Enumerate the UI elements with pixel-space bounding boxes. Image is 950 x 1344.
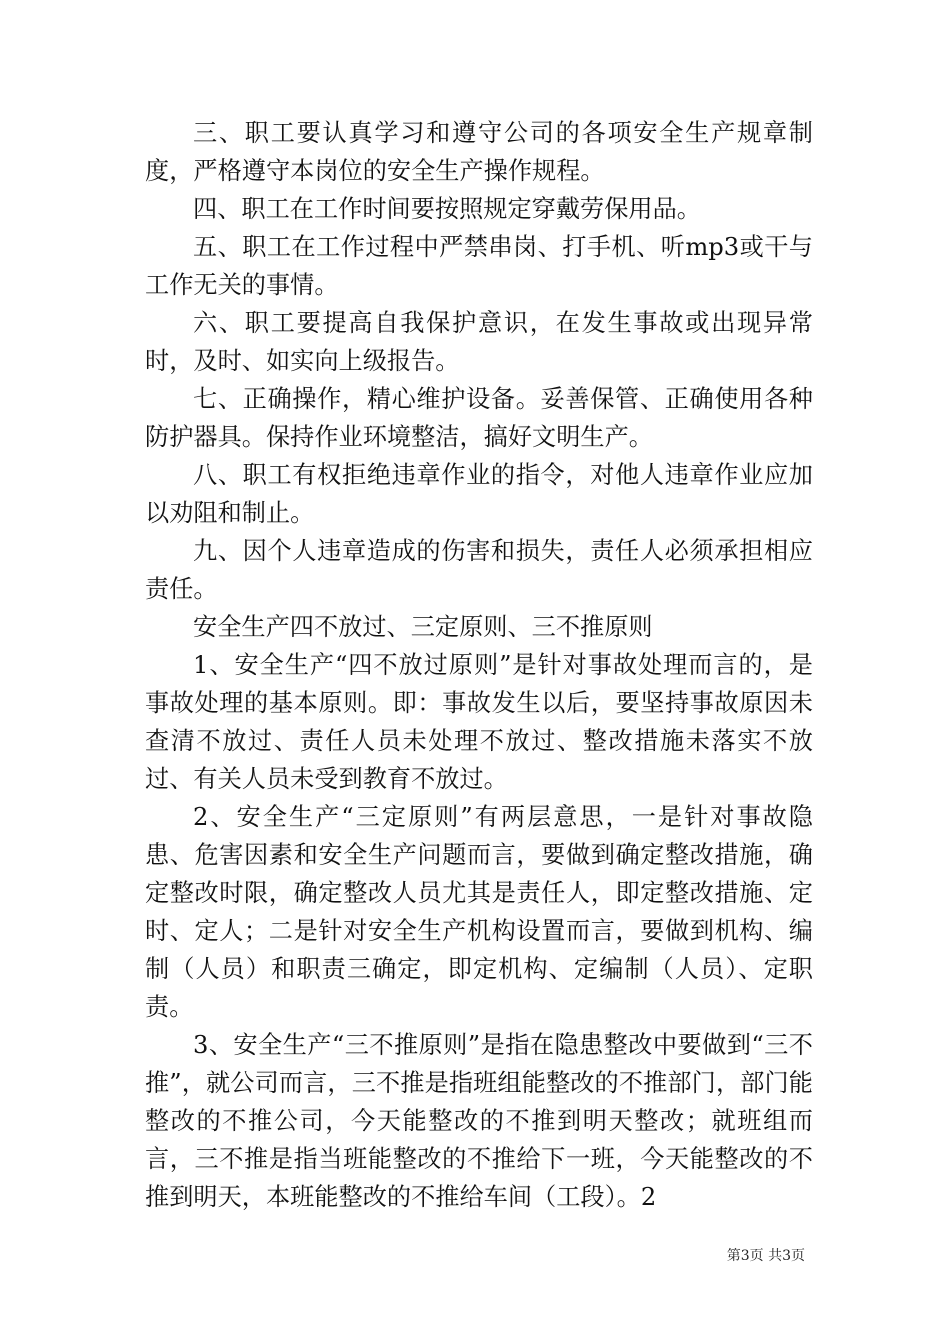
paragraph-principle-1: 1、安全生产“四不放过原则”是针对事故处理而言的，是事故处理的基本原则。即：事故发生以后，要坚持事故原因未查清不放过、责任人员未处理不放过、整改措施未落实不放过、有关人员未受到教育不放过。	[145, 651, 813, 793]
document-body	[145, 114, 813, 1216]
page-number-footer: 第3页 共3页	[726, 1248, 805, 1264]
paragraph-rule-7: 七、正确操作，精心维护设备。妥善保管、正确使用各种防护器具。保持作业环境整洁，搞好文明生产。	[145, 385, 813, 451]
paragraph-rule-9: 九、因个人违章造成的伤害和损失，责任人必须承担相应责任。	[145, 537, 813, 603]
paragraph-rule-6: 六、职工要提高自我保护意识，在发生事故或出现异常时，及时、如实向上级报告。	[145, 309, 813, 375]
paragraph-rule-4: 四、职工在工作时间要按照规定穿戴劳保用品。	[193, 195, 701, 223]
paragraph-rule-3: 三、职工要认真学习和遵守公司的各项安全生产规章制度，严格遵守本岗位的安全生产操作规程。	[145, 119, 813, 185]
paragraph-principle-2: 2、安全生产“三定原则”有两层意思，一是针对事故隐患、危害因素和安全生产问题而言，要做到确定整改措施，确定整改时限，确定整改人员尤其是责任人，即定整改措施、定时、定人；二是针对安全生产机构设置而言，要做到机构、编制（人员）和职责三确定，即定机构、定编制（人员）、定职责。	[145, 803, 813, 1021]
paragraph-principle-3: 3、安全生产“三不推原则”是指在隐患整改中要做到“三不推”，就公司而言，三不推是指班组能整改的不推部门，部门能整改的不推公司，今天能整改的不推到明天整改；就班组而言，三不推是指当班能整改的不推给下一班，今天能整改的不推到明天，本班能整改的不推给车间（工段）。2	[145, 1031, 813, 1211]
paragraph-rule-5: 五、职工在工作过程中严禁串岗、打手机、听mp3或干与工作无关的事情。	[145, 233, 813, 299]
section-heading: 安全生产四不放过、三定原则、三不推原则	[193, 613, 653, 641]
paragraph-rule-8: 八、职工有权拒绝违章作业的指令，对他人违章作业应加以劝阻和制止。	[145, 461, 813, 527]
